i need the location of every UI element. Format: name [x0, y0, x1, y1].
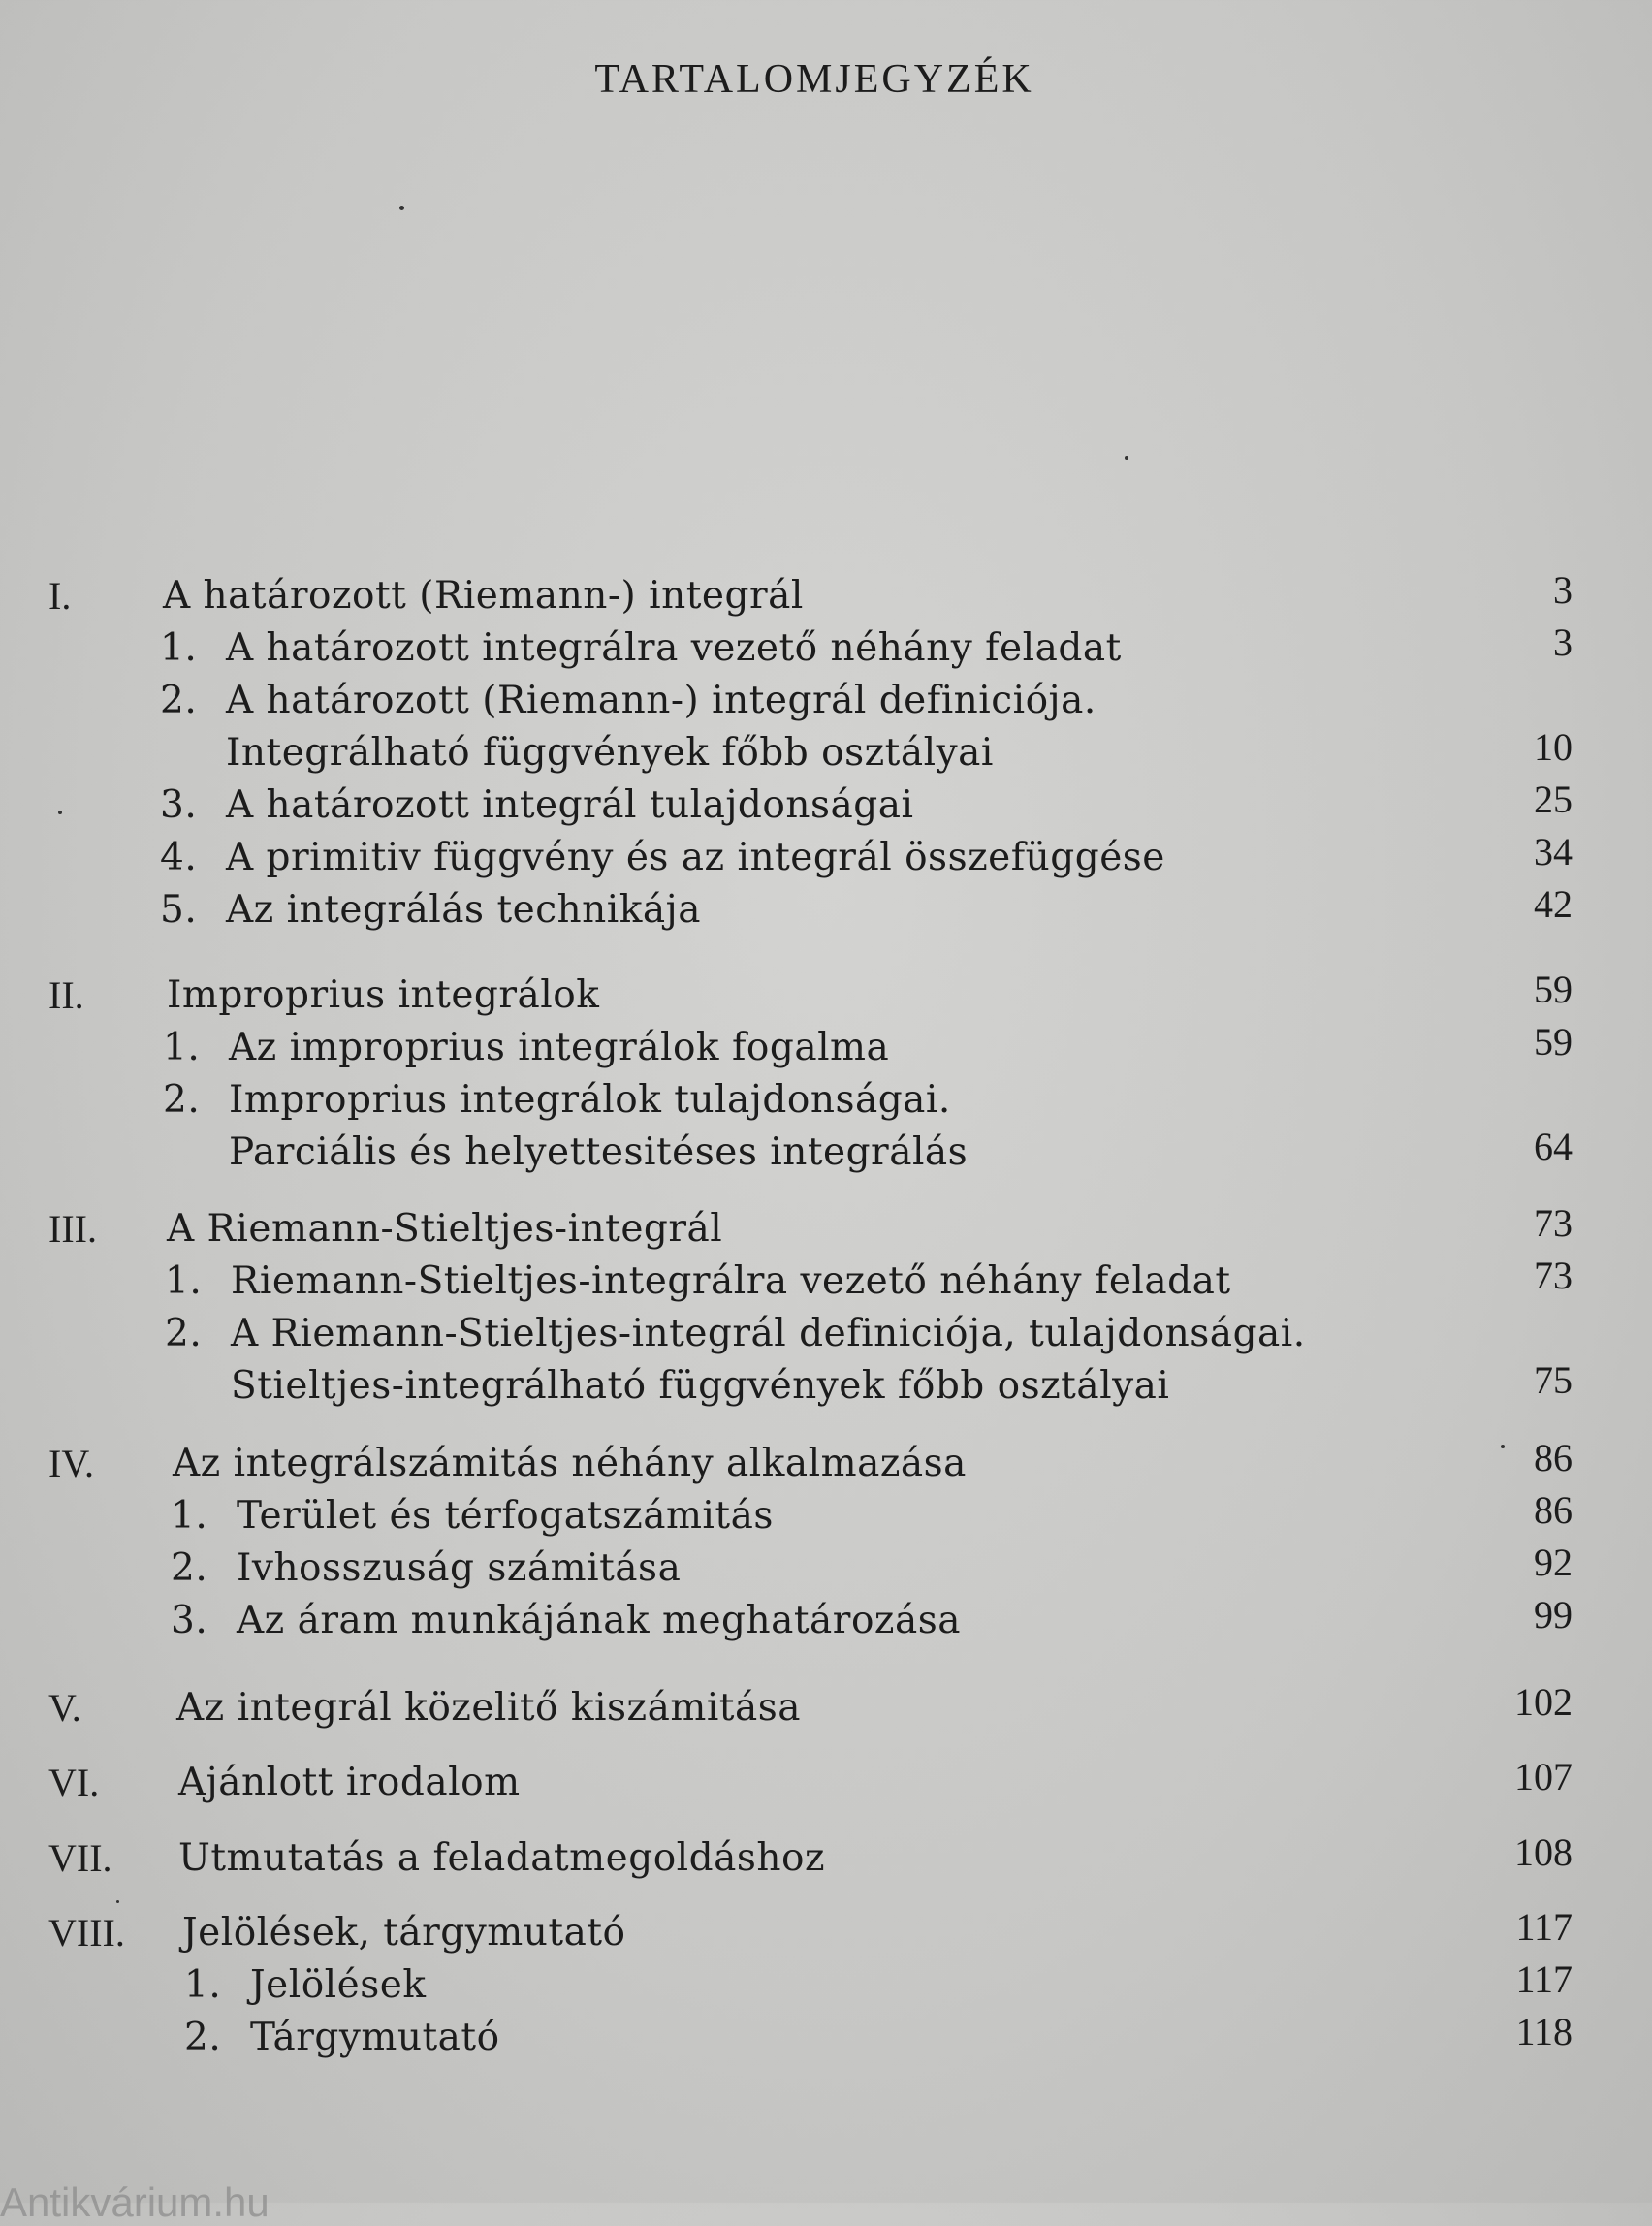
page-number: 59 — [1534, 1020, 1573, 1064]
page-number: 107 — [1514, 1755, 1573, 1798]
page-number: 92 — [1534, 1541, 1573, 1584]
page-number: 99 — [1534, 1593, 1573, 1637]
section-title: Parciális és helyettesitéses integrálás — [229, 1130, 969, 1174]
watermark-text: Antikvárium.hu — [0, 2179, 270, 2225]
page-number: 108 — [1514, 1830, 1573, 1874]
chapter-numeral: VIII. — [48, 1911, 125, 1955]
page-number: 73 — [1534, 1254, 1573, 1297]
section-title: Az integrálás technikája — [226, 888, 701, 932]
page-title: TARTALOMJEGYZÉK — [594, 57, 1034, 102]
section-title: Az improprius integrálok fogalma — [229, 1026, 890, 1069]
chapter-numeral: II. — [48, 973, 84, 1017]
section-title: Riemann-Stieltjes-integrálra vezető néhány feladat — [231, 1259, 1231, 1303]
section-title: A határozott integrál tulajdonságai — [226, 783, 914, 827]
page-number: 64 — [1534, 1125, 1573, 1168]
paper-speck — [58, 811, 62, 814]
page-number: 86 — [1534, 1488, 1573, 1532]
chapter-numeral: III. — [48, 1207, 97, 1251]
section-number: 1. — [171, 1494, 208, 1538]
section-title: Integrálható függvények főbb osztályai — [226, 731, 994, 775]
chapter-numeral: I. — [48, 574, 72, 618]
section-number: 1. — [184, 1963, 222, 2007]
chapter-numeral: VII. — [48, 1836, 112, 1880]
chapter-title: Utmutatás a feladatmegoldáshoz — [178, 1836, 826, 1880]
chapter-numeral: IV. — [48, 1442, 95, 1485]
section-title: Az áram munkájának meghatározása — [237, 1599, 961, 1642]
section-title: Terület és térfogatszámitás — [237, 1494, 774, 1538]
page-number: 118 — [1515, 2010, 1573, 2053]
chapter-title: Az integrálszámitás néhány alkalmazása — [173, 1442, 967, 1485]
section-number: 1. — [163, 1026, 201, 1069]
chapter-title: A Riemann-Stieltjes-integrál — [167, 1207, 723, 1251]
section-number: 3. — [160, 783, 198, 827]
page-number: 34 — [1534, 830, 1573, 874]
chapter-title: Az integrál közelitő kiszámitása — [176, 1686, 801, 1730]
paper-speck — [116, 1900, 119, 1903]
page-number: 42 — [1534, 882, 1573, 926]
page-number: 25 — [1534, 778, 1573, 821]
section-number: 2. — [163, 1078, 201, 1122]
section-title: Tárgymutató — [250, 2016, 500, 2059]
section-number: 5. — [160, 888, 198, 932]
page-number: 117 — [1515, 1905, 1573, 1949]
paper-speck — [1501, 1445, 1505, 1448]
section-title: A primitiv függvény és az integrál összefüggése — [226, 836, 1165, 879]
chapter-title: Jelölések, tárgymutató — [182, 1911, 626, 1955]
page-number: 102 — [1514, 1680, 1573, 1724]
paper-speck — [1125, 456, 1128, 460]
chapter-title: Ajánlott irodalom — [178, 1761, 521, 1804]
page-number: 3 — [1553, 620, 1573, 664]
chapter-title: Improprius integrálok — [167, 973, 600, 1017]
section-number: 2. — [160, 679, 198, 722]
chapter-numeral: VI. — [48, 1761, 100, 1804]
page-number: 86 — [1534, 1436, 1573, 1479]
section-title: A határozott integrálra vezető néhány feladat — [226, 626, 1122, 670]
section-title: A határozott (Riemann-) integrál definiciója. — [226, 679, 1096, 722]
section-title: A Riemann-Stieltjes-integrál definiciója, tulajdonságai. — [231, 1312, 1306, 1355]
section-number: 2. — [165, 1312, 203, 1355]
page-number: 10 — [1534, 725, 1573, 769]
chapter-numeral: V. — [48, 1686, 81, 1730]
page-number: 73 — [1534, 1201, 1573, 1245]
section-number: 2. — [171, 1546, 208, 1590]
page-number: 75 — [1534, 1358, 1573, 1402]
section-title: Stieltjes-integrálható függvények főbb osztályai — [231, 1364, 1170, 1408]
section-number: 3. — [171, 1599, 208, 1642]
section-number: 1. — [160, 626, 198, 670]
section-number: 2. — [184, 2016, 222, 2059]
page-number: 3 — [1553, 568, 1573, 612]
page-number: 117 — [1515, 1957, 1573, 2001]
section-title: Ivhosszuság számitása — [237, 1546, 682, 1590]
section-title: Improprius integrálok tulajdonságai. — [229, 1078, 951, 1122]
section-number: 4. — [160, 836, 198, 879]
page-number: 59 — [1534, 968, 1573, 1011]
section-title: Jelölések — [250, 1963, 427, 2007]
chapter-title: A határozott (Riemann-) integrál — [163, 574, 804, 618]
section-number: 1. — [165, 1259, 203, 1303]
paper-speck — [399, 206, 404, 210]
